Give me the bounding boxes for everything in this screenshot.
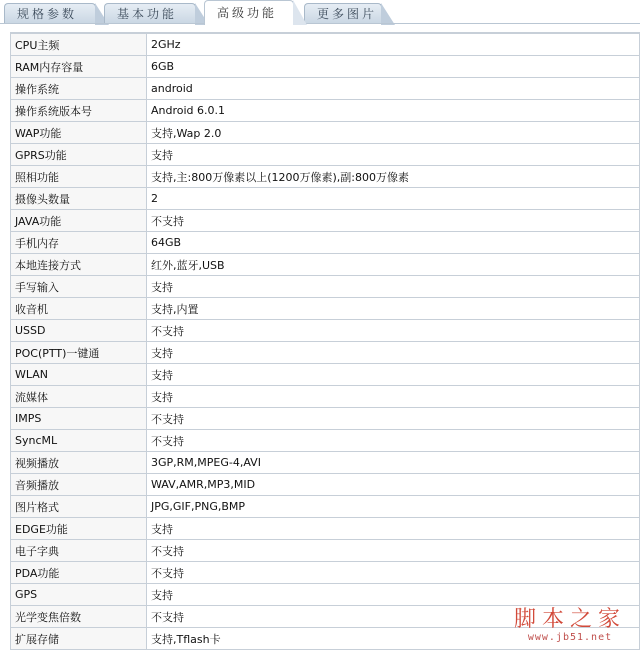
table-row (11, 78, 640, 100)
spec-key: POC(PTT)一键通 (11, 342, 147, 364)
spec-key: 电子字典 (11, 540, 147, 562)
watermark-text: 脚本之家 (513, 607, 626, 632)
spec-value: 支持 (147, 342, 640, 364)
spec-value: 不支持 (147, 562, 640, 584)
table-row (11, 562, 640, 584)
table-row (11, 584, 640, 606)
spec-value: 红外,蓝牙,USB (147, 254, 640, 276)
spec-value: 支持 (147, 144, 640, 166)
spec-value: 6GB (147, 56, 640, 78)
spec-value: Android 6.0.1 (147, 100, 640, 122)
spec-key: 照相功能 (11, 166, 147, 188)
spec-key: 视频播放 (11, 452, 147, 474)
site-watermark (514, 608, 626, 643)
spec-key: SyncML (11, 430, 147, 452)
table-row (11, 188, 640, 210)
table-row (11, 144, 640, 166)
spec-value: 支持 (147, 518, 640, 540)
spec-key: 扩展存储 (11, 628, 147, 650)
table-row (11, 276, 640, 298)
spec-key: EDGE功能 (11, 518, 147, 540)
spec-key: 光学变焦倍数 (11, 606, 147, 628)
table-row (11, 210, 640, 232)
spec-key: 本地连接方式 (11, 254, 147, 276)
spec-key: 操作系统 (11, 78, 147, 100)
spec-value: 支持 (147, 364, 640, 386)
tab-advanced-features[interactable]: 高级功能 (204, 0, 294, 25)
table-row (11, 386, 640, 408)
spec-key: 手机内存 (11, 232, 147, 254)
spec-value: 64GB (147, 232, 640, 254)
spec-key: GPS (11, 584, 147, 606)
table-row (11, 298, 640, 320)
spec-key: 摄像头数量 (11, 188, 147, 210)
table-row (11, 254, 640, 276)
table-row (11, 364, 640, 386)
spec-value: 不支持 (147, 430, 640, 452)
spec-value: 2 (147, 188, 640, 210)
spec-value: 不支持 (147, 210, 640, 232)
spec-key: 操作系统版本号 (11, 100, 147, 122)
table-row (11, 34, 640, 56)
spec-value: android (147, 78, 640, 100)
table-row (11, 518, 640, 540)
spec-value: 支持 (147, 386, 640, 408)
spec-table-container (10, 32, 640, 650)
spec-key: CPU主频 (11, 34, 147, 56)
spec-value: 3GP,RM,MPEG-4,AVI (147, 452, 640, 474)
spec-key: GPRS功能 (11, 144, 147, 166)
spec-key: 音频播放 (11, 474, 147, 496)
spec-value: 支持,内置 (147, 298, 640, 320)
table-row (11, 100, 640, 122)
spec-key: 收音机 (11, 298, 147, 320)
spec-key: USSD (11, 320, 147, 342)
tab-specs[interactable]: 规格参数 (4, 3, 96, 24)
spec-key: RAM内存容量 (11, 56, 147, 78)
table-row (11, 540, 640, 562)
spec-value: 不支持 (147, 606, 640, 628)
spec-value: 不支持 (147, 320, 640, 342)
tab-more-images[interactable]: 更多图片 (304, 3, 382, 24)
table-row (11, 408, 640, 430)
spec-value: 不支持 (147, 540, 640, 562)
table-row (11, 320, 640, 342)
spec-value: 支持 (147, 276, 640, 298)
table-row (11, 474, 640, 496)
spec-value: 2GHz (147, 34, 640, 56)
spec-key: WLAN (11, 364, 147, 386)
spec-key: 流媒体 (11, 386, 147, 408)
table-row (11, 496, 640, 518)
tab-basic-features[interactable]: 基本功能 (104, 3, 196, 24)
spec-value: WAV,AMR,MP3,MID (147, 474, 640, 496)
spec-key: IMPS (11, 408, 147, 430)
spec-value: 支持 (147, 584, 640, 606)
spec-key: 手写输入 (11, 276, 147, 298)
table-row (11, 56, 640, 78)
watermark-url: www.jb51.net (527, 632, 613, 643)
spec-key: 图片格式 (11, 496, 147, 518)
table-row (11, 122, 640, 144)
spec-value: 不支持 (147, 408, 640, 430)
spec-key: PDA功能 (11, 562, 147, 584)
table-row (11, 342, 640, 364)
spec-key: WAP功能 (11, 122, 147, 144)
spec-value: 支持,Tflash卡 (147, 628, 640, 650)
spec-key: JAVA功能 (11, 210, 147, 232)
spec-value: 支持,主:800万像素以上(1200万像素),副:800万像素 (147, 166, 640, 188)
table-row (11, 232, 640, 254)
table-row (11, 166, 640, 188)
spec-table (10, 33, 640, 650)
tab-bar (0, 0, 640, 24)
table-row (11, 430, 640, 452)
spec-value: 支持,Wap 2.0 (147, 122, 640, 144)
spec-value: JPG,GIF,PNG,BMP (147, 496, 640, 518)
table-row (11, 452, 640, 474)
